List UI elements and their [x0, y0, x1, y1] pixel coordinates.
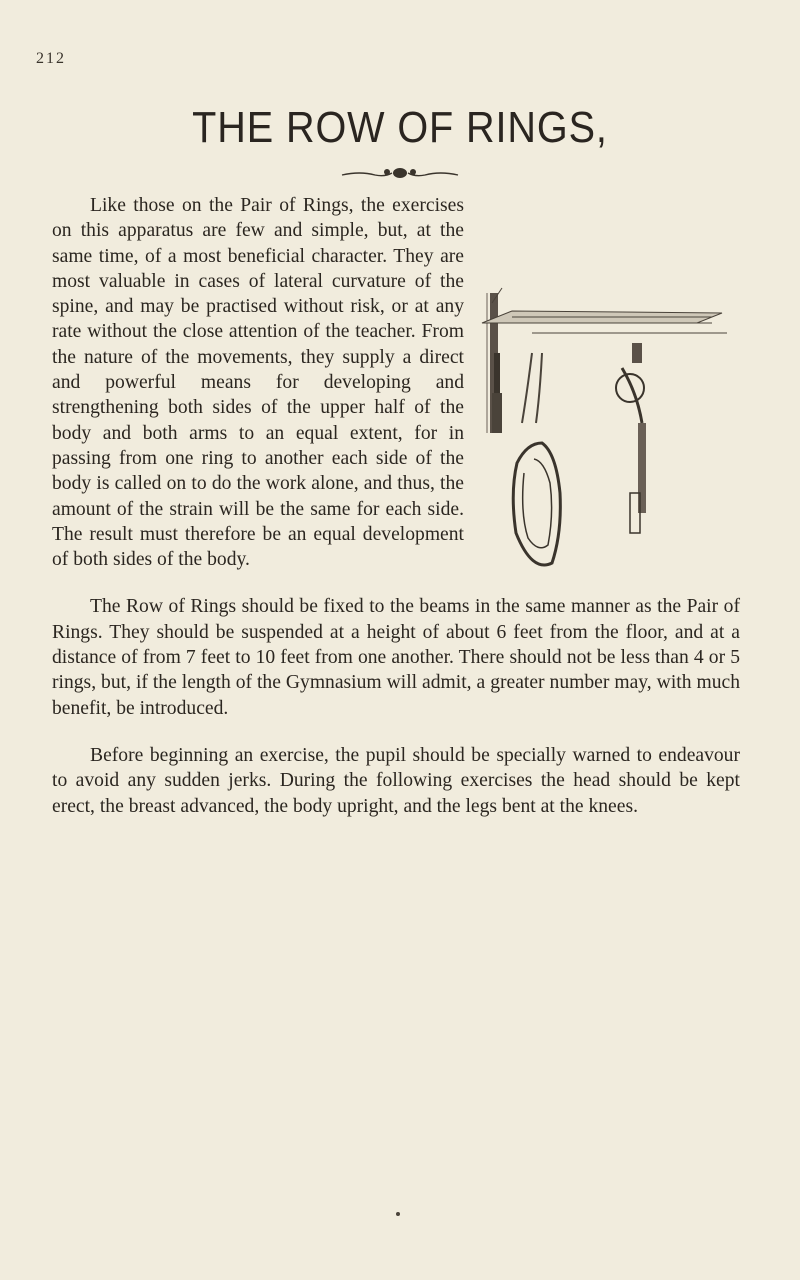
ornament-divider	[340, 163, 460, 183]
rings-illustration	[472, 193, 750, 583]
page-number: 212	[36, 50, 66, 67]
page-title: THE ROW OF RINGS,	[192, 103, 608, 152]
paragraph-1	[52, 193, 740, 572]
paragraph-1-text: Like those on the Pair of Rings, the exercises on this apparatus are few and simple, but, at the same time, of a most beneficial character. They are most valuable in cases of lateral curvature of the spine, and may be practised without risk, or at any rate without the close attention of the teacher. From the nature of the movements, they supply a direct and powerful means for developing and strengthening both sides of the upper half of the body and both arms to an equal extent, for in passing from one ring to another each side of the body is called on to do the work alone, and thus, the amount of the strain will be the same for each side. The result must therefore be an equal development of both sides of the body.	[52, 195, 464, 571]
body-text	[52, 193, 740, 819]
paragraph-3: Before beginning an exercise, the pupil should be specially warned to endeavour to avoid any sudden jerks. During the following exercises the head should be kept erect, the breast advanced, the body upright, and the legs bent at the knees.	[52, 744, 740, 817]
page-speck	[396, 1212, 400, 1216]
paragraph-2: The Row of Rings should be fixed to the beams in the same manner as the Pair of Rings. They should be suspended at a height of about 6 feet from the floor, and at a distance of from 7 feet to 10 feet from one another. There should not be less than 4 or 5 rings, but, if the length of the Gymnasium will admit, a greater number may, with much benefit, be introduced.	[52, 596, 740, 719]
